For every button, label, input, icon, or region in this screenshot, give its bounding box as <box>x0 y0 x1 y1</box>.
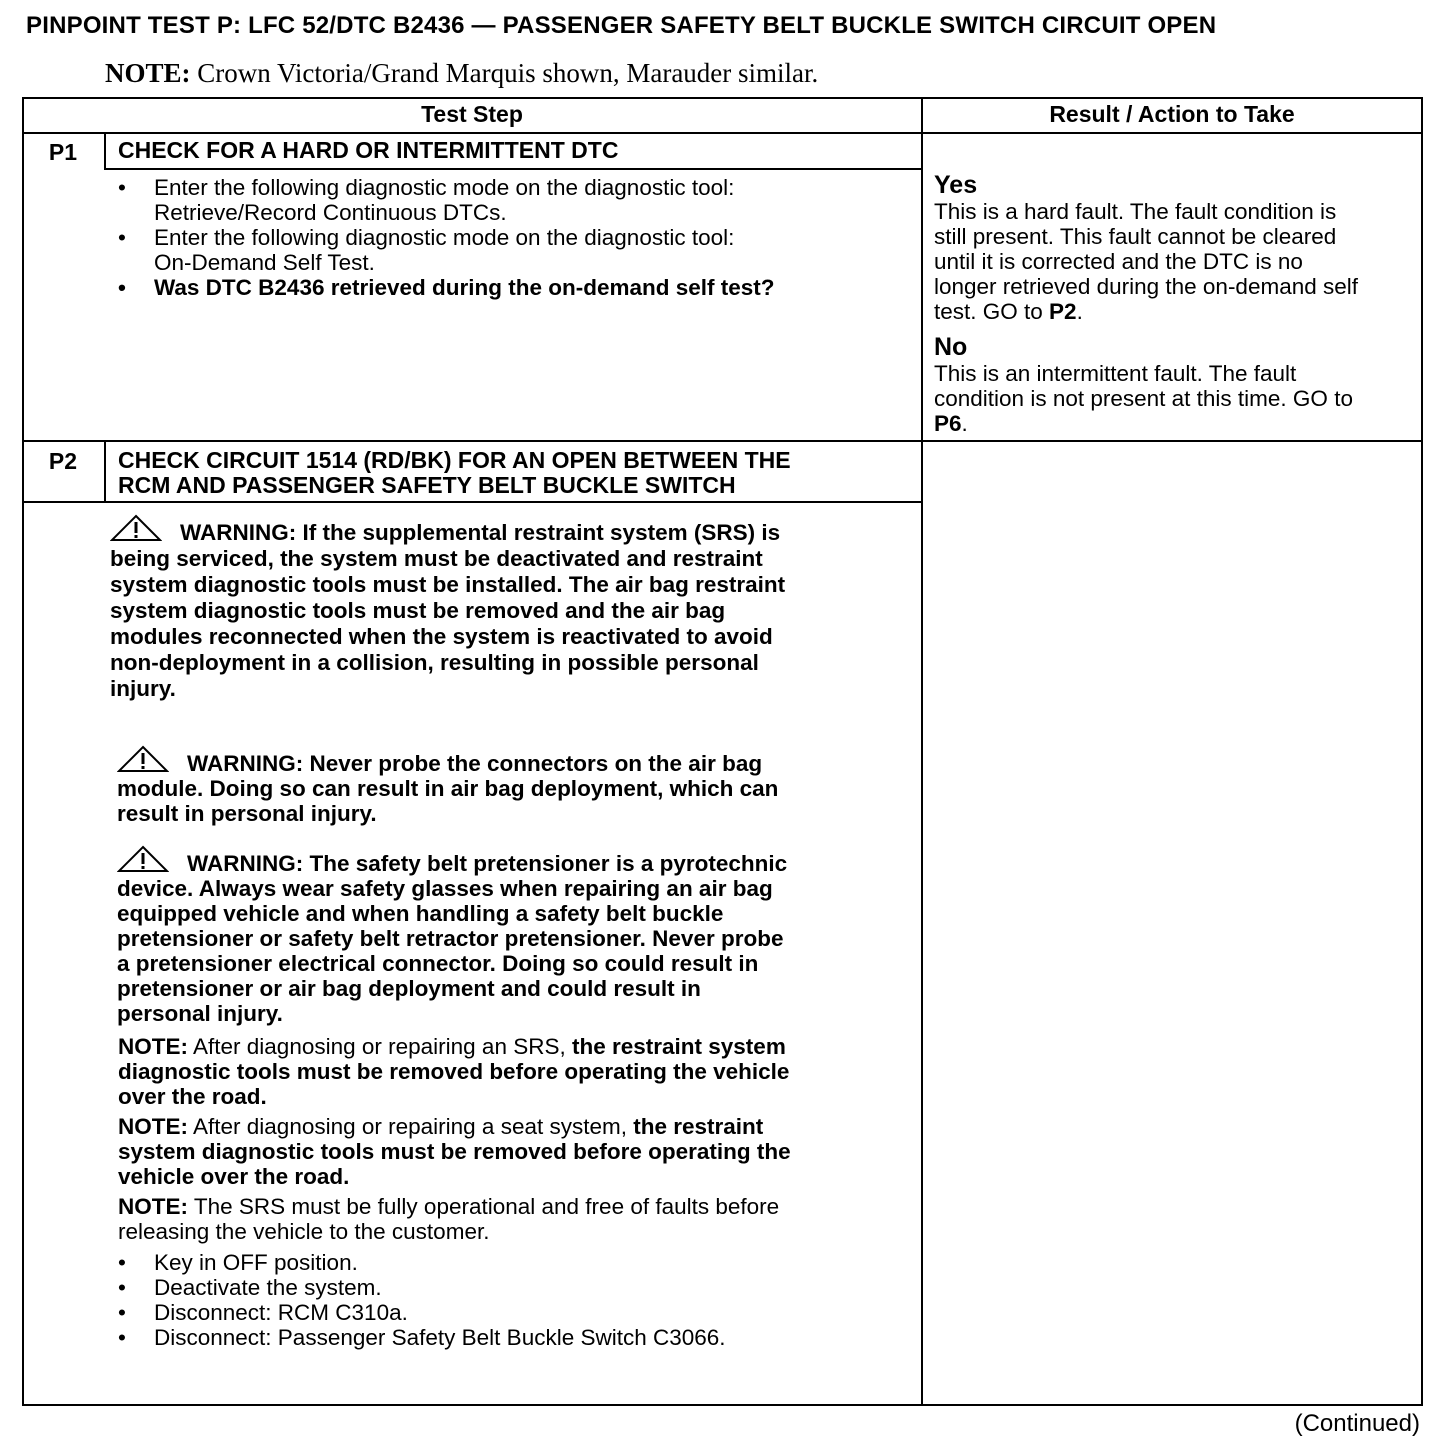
table-border-right <box>1421 97 1423 1406</box>
page-note <box>105 58 818 89</box>
p1-id-divider <box>104 133 106 170</box>
p1-title-divider <box>104 168 922 170</box>
probe-warning: WARNING: Never probe the connectors on the air bag module. Doing so can result in air bag deployment, which can result in personal injury. <box>117 745 778 826</box>
yes-label: Yes <box>934 171 978 199</box>
column-divider <box>921 97 923 1406</box>
p2-id-divider <box>104 441 106 503</box>
list-item: • Was DTC B2436 retrieved during the on-demand self test? <box>118 275 775 300</box>
page-title: PINPOINT TEST P: LFC 52/DTC B2436 — PASSENGER SAFETY BELT BUCKLE SWITCH CIRCUIT OPEN <box>26 12 1217 39</box>
pretensioner-warning: WARNING: The safety belt pretensioner is a pyrotechnic device. Always wear safety glasses when repairing an air bag equipped vehicle and when handling a safety belt buckle pretensioner or safety belt retractor pretensioner. Never probe a pretensioner electrical connector. Doing so could result in pretensioner or air bag deployment and could result in personal injury. <box>117 845 787 1026</box>
warning-triangle-icon <box>110 514 162 542</box>
header-result: Result / Action to Take <box>1049 101 1295 127</box>
list-item: • Deactivate the system. <box>118 1275 382 1300</box>
p2-bullet-list <box>118 1250 726 1350</box>
header-divider <box>22 132 1423 134</box>
table-border-bottom <box>22 1404 1423 1406</box>
note-text: Crown Victoria/Grand Marquis shown, Marauder similar. <box>197 58 819 88</box>
row-divider <box>22 440 1423 442</box>
srs-operational-note: NOTE: The SRS must be fully operational and free of faults before releasing the vehicle to the customer. <box>118 1194 780 1244</box>
p2-step-title: CHECK CIRCUIT 1514 (RD/BK) FOR AN OPEN BETWEEN THE RCM AND PASSENGER SAFETY BELT BUCKLE SWITCH <box>118 447 791 498</box>
goto-p6-link[interactable]: P6 <box>934 411 962 436</box>
list-item: • Enter the following diagnostic mode on the diagnostic tool: Retrieve/Record Continuous DTCs. <box>118 175 735 225</box>
p2-title-divider <box>22 501 922 503</box>
list-item: • Disconnect: Passenger Safety Belt Buckle Switch C3066. <box>118 1325 726 1350</box>
header-test-step: Test Step <box>421 101 523 127</box>
no-label: No <box>934 333 968 361</box>
list-item: • Disconnect: RCM C310a. <box>118 1300 408 1325</box>
srs-note: NOTE: After diagnosing or repairing an SRS, the restraint system diagnostic tools must be removed before operating the vehicle over the road. <box>118 1034 790 1109</box>
seat-system-note: NOTE: After diagnosing or repairing a seat system, the restraint system diagnostic tools must be removed before operating the vehicle over the road. <box>118 1114 791 1189</box>
list-item: • Key in OFF position. <box>118 1250 358 1275</box>
srs-warning: WARNING: If the supplemental restraint system (SRS) is being serviced, the system must be deactivated and restraint system diagnostic tools must be installed. The air bag restraint system diagnostic tools must be removed and the air bag modules reconnected when the system is reactivated to avoid non-deployment in a collision, resulting in possible personal injury. <box>110 514 785 702</box>
list-item: • Enter the following diagnostic mode on the diagnostic tool: On-Demand Self Test. <box>118 225 735 275</box>
p2-step-id: P2 <box>48 448 78 474</box>
p1-step-title: CHECK FOR A HARD OR INTERMITTENT DTC <box>118 137 619 163</box>
p1-step-id: P1 <box>48 139 78 165</box>
goto-p2-link[interactable]: P2 <box>1049 299 1077 324</box>
continued-label: (Continued) <box>1294 1410 1420 1437</box>
warning-triangle-icon <box>117 845 169 873</box>
table-border-left <box>22 97 24 1406</box>
p1-result-yes: Yes This is a hard fault. The fault condition is still present. This fault cannot be cleared until it is corrected and the DTC is no longer retrieved during the on-demand self test. GO to P2. <box>934 171 1359 324</box>
p1-bullet-list <box>118 175 775 300</box>
table-border-top <box>22 97 1423 99</box>
warning-triangle-icon <box>117 745 169 773</box>
note-label: NOTE: <box>105 58 191 88</box>
p1-result-no: No This is an intermittent fault. The fault condition is not present at this time. GO to P6. <box>934 333 1353 436</box>
